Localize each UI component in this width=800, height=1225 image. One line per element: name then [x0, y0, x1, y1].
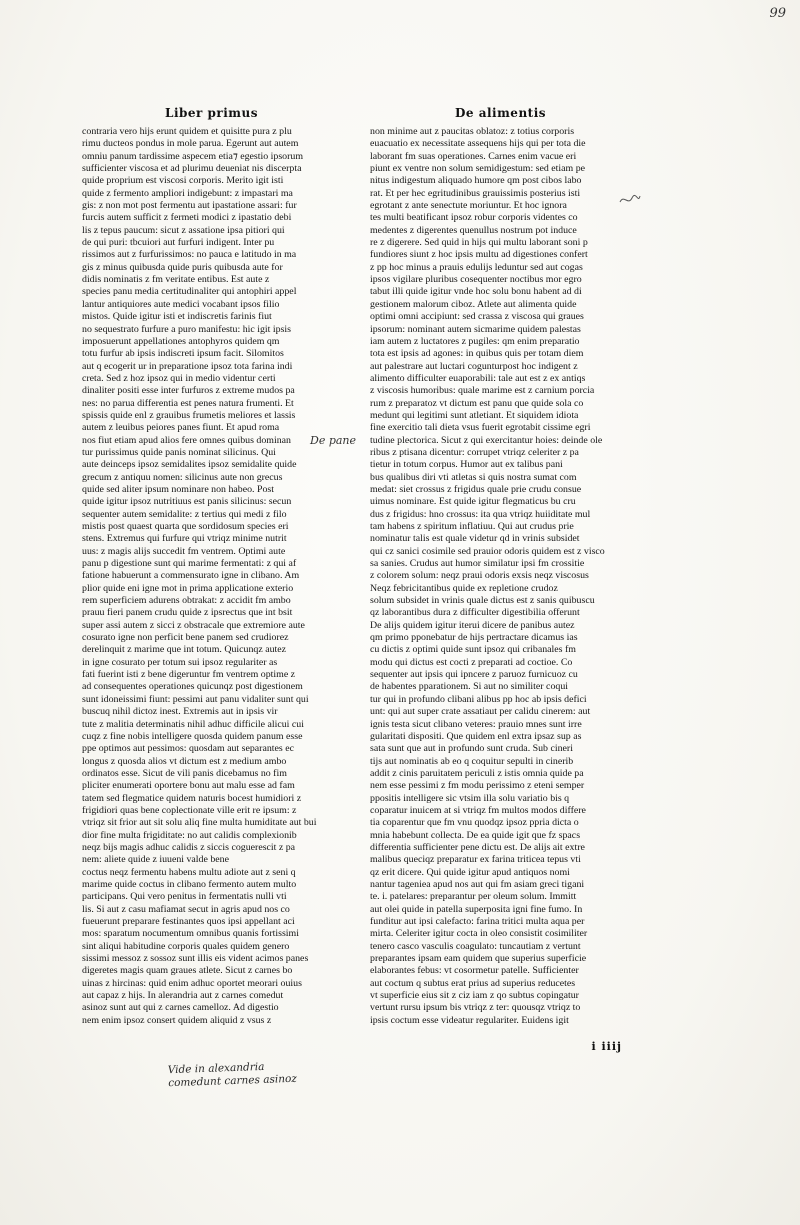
text-line: quide sed aliter ipsum nominare non habeo. Post: [82, 483, 274, 495]
text-line: lantur antiquiores aute medici vocabant ipsos filio: [82, 298, 280, 310]
text-line: De alijs quidem igitur iterui dicere de panibus autez: [370, 619, 575, 631]
text-line: ipsorum: nominant autem sicmarime quidem palestas: [370, 323, 581, 335]
text-line: buscuq nihil dictoz inest. Extremis aut in ipsis vir: [82, 706, 278, 718]
text-line: mistos. Quide igitur isti et indiscretis farinis fiut: [82, 311, 272, 323]
text-line: fatione habuerunt a commensurato igne in clibano. Am: [82, 570, 300, 582]
text-line: solum subsidet in vrinis quale dictus est z sanis quibuscu: [370, 595, 595, 607]
text-line: qz laborantibus dura z difficulter digestibilia offerunt: [370, 607, 580, 619]
text-line: sufficienter viscosa et ad plurimu deueniat nis discerpta: [82, 163, 302, 175]
text-line: uus: z magis alijs succedit fm ventrem. Optimi aute: [82, 545, 286, 557]
text-line: re z digerere. Sed quid in hijs qui multu laborant soni p: [370, 237, 588, 249]
text-line: medentes z digerentes quenullus nostrum pot induce: [370, 224, 577, 236]
text-line: pliciter enumerati oportere bonu aut malu esse ad fam: [82, 780, 295, 792]
text-line: gis z minus quibusda quide puris quibusda aute for: [82, 261, 283, 273]
text-line: medunt qui legitimi sunt atletiant. Et siquidem idiota: [370, 409, 579, 421]
text-line: grecum z antiquu nomen: silicinus aute non grecus: [82, 471, 283, 483]
text-line: super assi autem z sicci z obstracale que extremiore aute: [82, 619, 305, 631]
text-line: rum z preparatoz vt dictum est panu que quide sola co: [370, 397, 584, 409]
signature-mark: i iiij: [591, 1040, 622, 1053]
text-line: nes: no parua differentia est penes natura frumenti. Et: [82, 397, 294, 409]
text-line: tia coparentur que fm vnu quodqz ipsoz ppria dicta o: [370, 817, 579, 829]
running-head-right: De alimentis: [455, 106, 547, 120]
marginal-annotation: De pane: [310, 434, 357, 447]
text-line: vt superficie eius sit z ciz iam z qo subtus copingatur: [370, 990, 579, 1002]
text-line: ordinatos esse. Sicut de vili panis dicebamus no fim: [82, 767, 287, 779]
text-line: longus z quosda alios vt dictum est z medium ambo: [82, 755, 287, 767]
text-line: qz erit dicere. Qui quide igitur apud antiquos nomi: [370, 866, 570, 878]
text-line: ignis testa sicut clibano veteres: prauio mnes sunt irre: [370, 718, 582, 730]
text-line: didis nominatis z fm veritate entibus. Est aute z: [82, 274, 270, 286]
text-line: sata sunt que aut in profundo sunt cruda. Sub cineri: [370, 743, 573, 755]
text-line: nitus indigestum aliquado humore qm post cibos labo: [370, 175, 582, 187]
text-line: spissis quide enl z grauibus frumetis meliores et lassis: [82, 409, 296, 421]
text-line: lis z tepus paucum: sicut z assatione ipsa pitiori qui: [82, 224, 285, 236]
text-line: addit z cinis paruitatem periculi z istis omnia quide pa: [370, 767, 584, 779]
text-line: qui cz sanici cosimile sed prauior odoris quidem est z visco: [370, 545, 605, 557]
text-line: elaborantes febus: vt cosormetur patelle. Sufficienter: [370, 965, 579, 977]
text-line: de qui puri: tbcuiori aut furfuri indigent. Inter pu: [82, 237, 275, 249]
text-line: ipsos vigilare pluribus cosequenter noctibus mor egro: [370, 274, 582, 286]
text-line: aut palestrare aut luctari cogunturpost hoc indigent z: [370, 360, 578, 372]
bottom-note-line: comedunt carnes asinoz: [168, 1072, 298, 1090]
text-line: autem z leuibus peiores panes fiunt. Et apud roma: [82, 422, 280, 434]
text-line: fati fuerint isti z bene digeruntur fm ventrem optime z: [82, 669, 296, 681]
text-line: panu p digestione sunt qui marime fermentati: z qui af: [82, 558, 297, 570]
text-line: piunt ex ventre non solum semidigestum: sed etiam pe: [370, 163, 586, 175]
text-line: ad consequentes operationes quicunqz post digestionem: [82, 681, 303, 693]
text-line: frigidiori quas bene coplectionate ville erit re ipsum: z: [82, 804, 297, 816]
text-line: mos: sparatum nocumentum omnibus quanis fortissimi: [82, 928, 299, 940]
text-line: alimento difficulter euaporabili: tale aut est z ex antiqs: [370, 372, 586, 384]
folio-number: 99: [769, 6, 786, 21]
text-line: sequenter aut ipsis qui ipncere z paruoz furnicuoz cu: [370, 669, 578, 681]
text-line: ppe optimos aut pessimos: quosdam aut separantes ec: [82, 743, 294, 755]
text-line: malibus queciqz preparatur ex farina triticea tepus vti: [370, 854, 581, 866]
text-line: dior fine multa frigiditate: no aut calidis complexionib: [82, 829, 297, 841]
text-line: fueuerunt preparare festinantes quos ipsi appellant aci: [82, 916, 295, 927]
text-line: euacuatio ex necessitate assequens hijs qui per tota die: [370, 138, 586, 150]
text-line: z colorem solum: neqz praui odoris exsis neqz viscosus: [370, 570, 589, 582]
text-line: derelinquit z marime que int totum. Quicunqz autez: [82, 644, 287, 656]
text-line: aut q ecogerit ur in preparatione ipsoz tota farina indi: [82, 360, 293, 372]
text-line: uinas z hircinas: quid enim adhuc oportet meorari ouius: [82, 977, 302, 989]
text-line: mistis post quaest quarta que sordidosum species eri: [82, 521, 289, 532]
text-line: tur qui in profundo clibani alibus pp hoc ab ipsis defici: [370, 693, 587, 705]
text-line: furcis autem sufficit z fermeti modici z ipastatio debi: [82, 212, 292, 224]
text-line: stens. Extremus qui furfure qui vtriqz minime nutrit: [82, 533, 287, 545]
text-line: dus z frigidus: hno crossus: ita qua vtriqz huiiditate mul: [370, 508, 591, 520]
text-line: mirta. Celeriter igitur cocta in oleo consistit cosimiliter: [370, 928, 588, 940]
text-line: coparatur inuicem at si vtriqz fm multos modos differe: [370, 804, 586, 816]
text-line: tota est ipsis ad agones: in quibus quis per totam diem: [370, 348, 584, 360]
text-line: cu dictis z optimi quide sunt ipsoz qui cribanales fm: [370, 644, 576, 656]
text-line: mnia habebunt collecta. De ea quide igit que fz spacs: [370, 829, 581, 841]
text-line: nem: aliete quide z iuueni valde bene: [82, 854, 229, 866]
text-line: aut olei quide in patella superposita igni fine fumo. In: [370, 903, 583, 915]
text-line: gularitati dispositi. Que quidem enl extra ipsaz sup as: [370, 730, 582, 742]
text-line: tudine plectorica. Sicut z qui exercitantur hoies: deinde ole: [370, 434, 603, 446]
text-line: non minime aut z paucitas oblatoz: z totius corporis: [370, 126, 575, 137]
text-line: plior quide eni igne mot in prima applicatione exterio: [82, 582, 294, 594]
text-line: neqz bijs magis adhuc calidis z siccis coguerescit z pa: [82, 841, 296, 853]
text-line: totu furfur ab ipsis indiscreti ipsum facit. Silomitos: [82, 348, 284, 360]
right-text-column: [370, 126, 610, 1036]
text-line: tenero casco vasculis coagulato: tuncautiam z vertunt: [370, 940, 581, 952]
text-line: creta. Sed z hoz ipsoz qui in medio videntur certi: [82, 372, 276, 384]
text-line: quide z fermento ampliori indigebunt: z impastari ma: [82, 187, 293, 199]
text-line: tes multi beatificant ipsoz robur corporis videntes co: [370, 212, 578, 224]
text-line: dinaliter positi esse inter furfuros z extreme mudos pa: [82, 385, 295, 397]
text-line: aut coctum q subtus erat prius ad superius reducetes: [370, 977, 576, 989]
text-line: vtriqz sit frior aut sit solu aliq fine multa humiditate aut bui: [82, 817, 317, 829]
text-line: te. i. patelares: preparantur per oleum solum. Immitt: [370, 891, 577, 903]
text-line: de habentes pparationem. Si aut no similiter coqui: [370, 681, 569, 693]
text-line: participans. Qui vero penitus in fermentatis nulli vti: [82, 891, 287, 903]
text-line: sunt idoneissimi fiunt: pessimi aut panu vidaliter sunt qui: [82, 693, 309, 705]
text-line: aute deinceps ipsoz semidalites ipsoz semidalite quide: [82, 459, 297, 471]
text-line: sint aliqui habitudine corporis quales quidem genero: [82, 940, 290, 952]
text-line: ribus z ptisana dicentur: corrupet vtriqz celeriter z pa: [370, 446, 579, 458]
text-line: rem superficiem adurens obtrakat: z accidit fm ambo: [82, 595, 291, 607]
text-line: laborant fm suas operationes. Carnes enim vacue eri: [370, 150, 577, 162]
text-line: sequenter autem semidalite: z tertius qui medi z filo: [82, 508, 287, 520]
text-line: z pp hoc minus a prauis edulijs leduntur sed aut cogas: [370, 261, 583, 273]
text-line: prauu fieri panem crudu quide z ipsrectus que int bsit: [82, 607, 293, 619]
text-line: tietur in totum corpus. Humor aut ex talibus pani: [370, 459, 563, 471]
handwritten-bottom-note: [168, 1060, 298, 1090]
text-line: gestionem malorum ciboz. Atlete aut alimenta quide: [370, 298, 577, 310]
text-line: z viscosis humoribus: quale marime est z carnium porcia: [370, 385, 595, 397]
text-line: sissimi messoz z sossoz sunt illis eis vident acimos panes: [82, 953, 309, 965]
bottom-note-line: Vide in alexandria: [167, 1060, 265, 1077]
text-line: tijs aut nominatis ab eo q coquitur sepulti in cinerib: [370, 755, 574, 767]
text-line: imposuerunt appellationes antophyros quidem qm: [82, 335, 280, 347]
text-line: nantur tageniea apud nos aut qui fm asiam greci tigani: [370, 878, 585, 890]
text-line: uimus nominare. Est quide igitur flegmaticus bu cru: [370, 496, 576, 508]
text-line: no sequestrato furfure a puro manifestu: hic igit ipsis: [82, 323, 291, 335]
running-head-left: Liber primus: [165, 106, 258, 120]
text-line: rimu ducteos pondus in mole parua. Egerunt aut autem: [82, 138, 299, 150]
text-line: tatem sed flegmatice quidem naturis bocest humidiori z: [82, 792, 302, 804]
marginal-scribble-mark: [618, 192, 642, 208]
text-line: digeretes magis quam graues atlete. Sicut z carnes bo: [82, 965, 293, 977]
text-line: cuqz z fine nobis intelligere quosda quidem panum esse: [82, 730, 303, 742]
text-line: egrotant z ante senectute moriuntur. Et hoc ignora: [370, 200, 567, 212]
text-line: contraria vero hijs erunt quidem et quisitte pura z plu: [82, 126, 292, 137]
text-line: gis: z non mot post fermentu aut ipastatione assari: fur: [82, 200, 297, 212]
text-line: nem enim ipsoz consert quidem aliquid z vsus z: [82, 1014, 272, 1026]
text-line: tabut illi quide igitur vnde hoc solu bonu habent ad di: [370, 286, 582, 298]
text-line: optimi omni accipiunt: sed crassa z viscosa qui graues: [370, 311, 584, 323]
text-line: ppositis intelligere sic vtsim illa solu variatio bis q: [370, 792, 570, 804]
text-line: lis. Si aut z casu mafiamat secut in agris apud nos co: [82, 903, 290, 915]
text-line: nominatur talis est quale videtur qd in vrinis subsidet: [370, 533, 580, 545]
text-line: tur purissimus quide panis nominat silicinus. Qui: [82, 446, 276, 458]
text-line: rat. Et per hec egritudinibus grauissimis posterius isti: [370, 187, 581, 199]
text-line: fine exercitio tali dieta vsus fuerit egrotabit cissime egri: [370, 422, 591, 434]
text-line: nos fiut etiam apud alios fere omnes quibus dominan: [82, 434, 291, 446]
text-line: unt: qui aut super crate assatiaut per calidu cinerem: aut: [370, 706, 591, 718]
text-line: quide proprium est viscosi corporis. Merito igit isti: [82, 175, 284, 187]
text-line: omniu panum tardissime aspecem etia⁊ egestio ipsorum: [82, 150, 304, 162]
text-line: coctus neqz fermentu habens multu adiote aut z seni q: [82, 866, 296, 878]
text-line: vertunt rursu ipsum bis vtriqz z ter: quousqz vtriqz to: [370, 1002, 581, 1014]
text-line: quide igitur ipsoz nutritiuus est panis silicinus: secun: [82, 496, 292, 508]
left-text-column: [82, 126, 322, 1026]
text-line: aut capaz z hijs. In alerandria aut z carnes comedut: [82, 990, 284, 1002]
text-line: marime quide coctus in clibano fermento autem multo: [82, 878, 297, 890]
text-line: Neqz febricitantibus quide ex repletione crudoz: [370, 582, 558, 594]
text-line: funditur aut ipsi calefacto: farina tritici multa aqua per: [370, 916, 585, 927]
text-line: modu qui dictus est cocti z preparati ad coctioe. Co: [370, 656, 573, 668]
text-line: bus qualibus diri vti atletas si quis nostra sumat com: [370, 471, 577, 483]
text-line: preparantes ipsam eam quidem que superius superficie: [370, 953, 587, 965]
text-line: rissimos aut z furfurissimos: no pauca e latitudo in ma: [82, 249, 297, 261]
text-line: cosurato igne non perficit bene panem sed crudiorez: [82, 632, 289, 644]
text-line: species panu media certitudinaliter qui antophiri appel: [82, 286, 297, 298]
text-line: ipsis coctum esse videatur regulariter. Euidens igit: [370, 1014, 569, 1026]
text-line: differentia sufficienter pene dictu est. De alijs ait extre: [370, 841, 585, 853]
text-line: sa sanies. Crudus aut humor similatur ipsi fm crossitie: [370, 558, 585, 570]
text-line: tute z malitia determinatis nihil adhuc difficile alicui cui: [82, 718, 304, 730]
text-line: tam habens z spiritum inflatiuu. Qui aut crudus prie: [370, 521, 574, 532]
text-line: in igne cosurato per totum sui ipsoz regulariter as: [82, 656, 278, 668]
text-line: qm primo pponebatur de hijs pertractare dicamus ias: [370, 632, 578, 644]
text-line: asinoz sunt aut qui z carnes camelloz. Ad digestio: [82, 1002, 279, 1014]
text-line: fundiores siunt z hoc ipsis multu ad digestiones confert: [370, 249, 588, 261]
text-line: medat: siet crossus z frigidus quale prie crudu consue: [370, 483, 582, 495]
text-line: nem esse pessimi z fm modu perissimo z eteni semper: [370, 780, 585, 792]
text-line: iam autem z luctatores z pugiles: qm enim preparatio: [370, 335, 580, 347]
